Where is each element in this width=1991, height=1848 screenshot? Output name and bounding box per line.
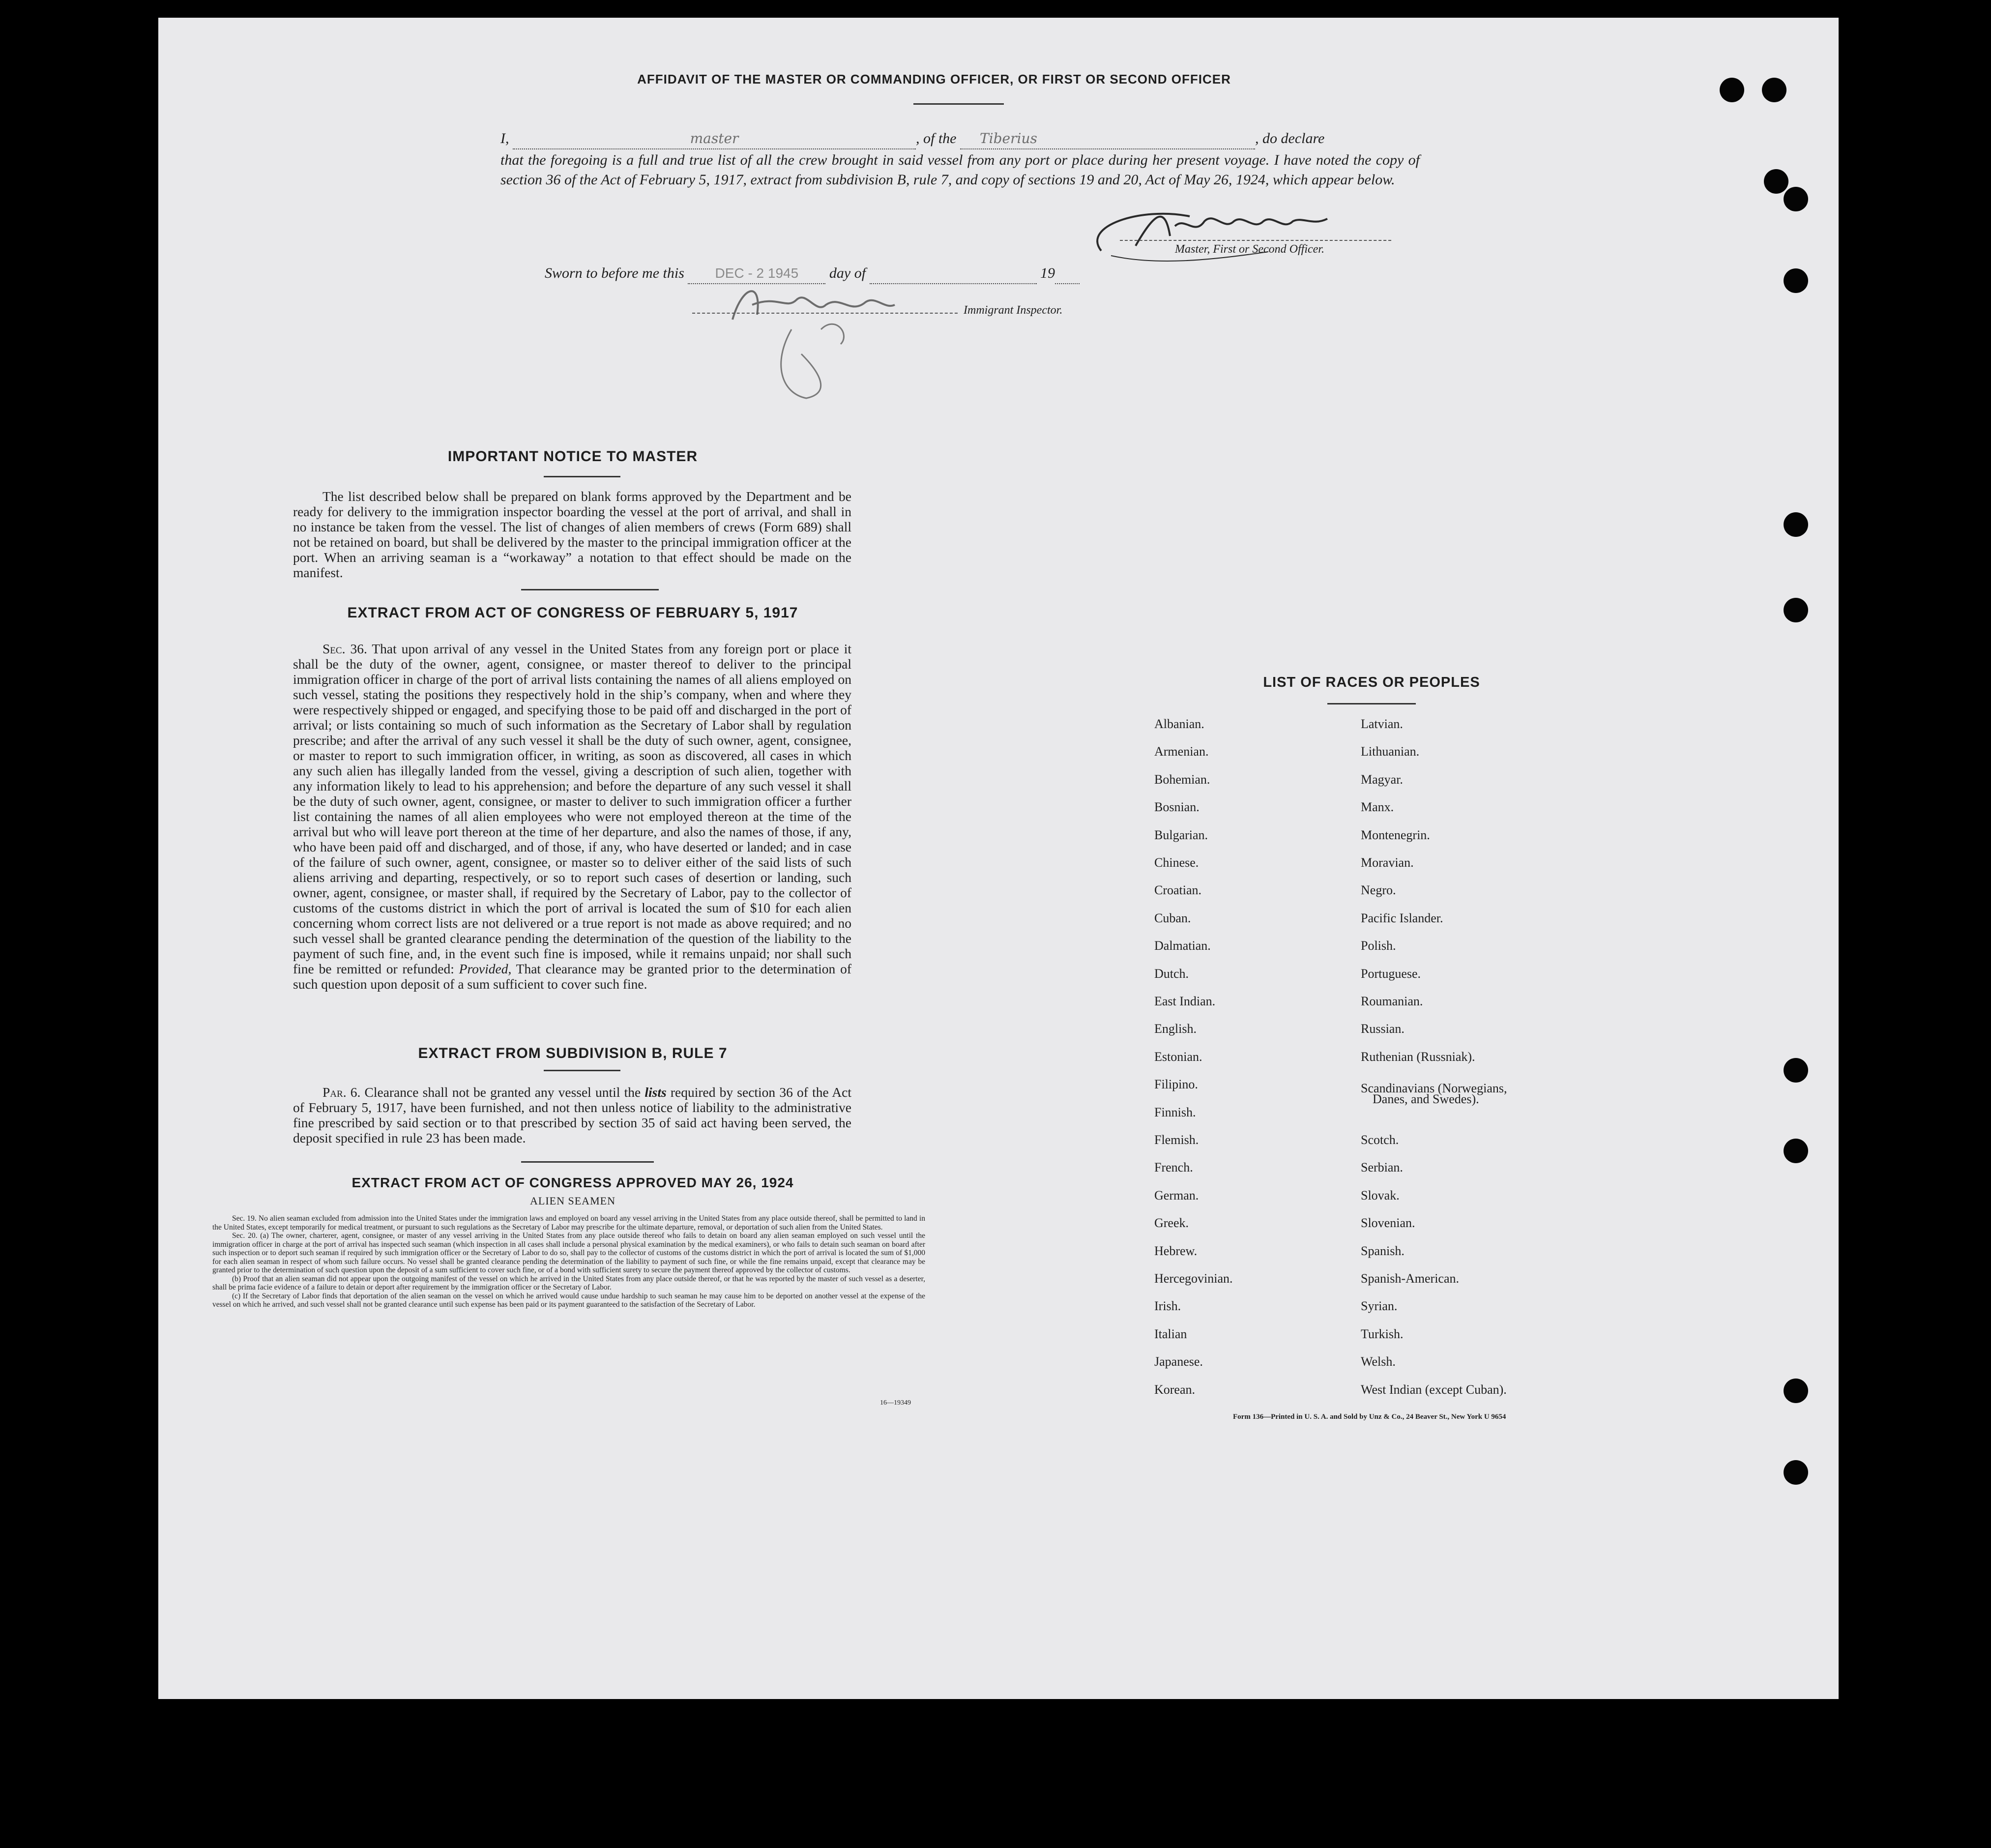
divider bbox=[544, 1070, 620, 1071]
line-i: I, bbox=[500, 130, 509, 147]
notice-title: IMPORTANT NOTICE TO MASTER bbox=[447, 448, 698, 465]
race-item: Greek. bbox=[1154, 1216, 1189, 1230]
divider bbox=[521, 1161, 654, 1163]
race-item: Japanese. bbox=[1154, 1354, 1203, 1369]
race-item: Syrian. bbox=[1361, 1299, 1398, 1313]
paragraph-6-text-a: Clearance shall not be granted any vessel until the bbox=[364, 1085, 641, 1100]
inspector-label: Immigrant Inspector. bbox=[964, 304, 1063, 317]
race-item: Moravian. bbox=[1361, 855, 1414, 870]
sec-19-text: Sec. 19. No alien seaman excluded from admission into the United States under the immigration laws and employed on board any vessel arriving in the United States from any place outside thereof, shall be permitted to land in the United States, except temporarily for medical treatment, or pursuant to such regulations as the Secretary of Labor may prescribe for the ultimate departure, removal, or deportation of such alien from the United States. bbox=[212, 1214, 925, 1232]
race-item: Polish. bbox=[1361, 939, 1396, 953]
race-item: Danes, and Swedes). bbox=[1373, 1092, 1479, 1106]
race-item: Filipino. bbox=[1154, 1077, 1198, 1091]
print-code: 16—19349 bbox=[880, 1399, 911, 1407]
races-list bbox=[1150, 717, 1593, 1415]
race-item: Finnish. bbox=[1154, 1105, 1196, 1119]
punch-hole bbox=[1720, 78, 1744, 102]
punch-hole bbox=[1784, 1379, 1808, 1403]
race-item: Russian. bbox=[1361, 1022, 1405, 1036]
race-item: Portuguese. bbox=[1361, 967, 1421, 981]
vessel-name-handwritten: Tiberius bbox=[980, 130, 1037, 147]
race-item: English. bbox=[1154, 1022, 1197, 1036]
race-item: Hebrew. bbox=[1154, 1244, 1198, 1258]
sec-20a-text: Sec. 20. (a) The owner, charterer, agent, consignee, or master of any vessel arriving in the United States from any place outside thereof who fails to detain on board any alien seaman employed on such vessel until the immigration officer in charge at the port of arrival has inspected such seaman (which inspection in all cases shall include a personal physical examination by the medical examiners), or who fails to detain such seaman on board after such inspection or to deport such seaman if required by such immigration officer or the Secretary of Labor to do so, shall pay to the collector of customs of the customs district in which the port of arrival is located the sum of $1,000 for each alien seaman in respect of whom such failure occurs. No vessel shall be granted clearance pending the determination of the liability to payment of such fine, or while the fine remains unpaid, except that clearance may be granted prior to the determination of such question upon the deposit of a sum sufficient to cover such fine, or of a bond with sufficient surety to secure the payment thereof approved by the collector of customs. bbox=[212, 1232, 925, 1274]
punch-hole bbox=[1784, 512, 1808, 537]
race-item: West Indian (except Cuban). bbox=[1361, 1382, 1507, 1397]
declaration-body: that the foregoing is a full and true list of all the crew brought in said vessel from any port or place during her present voyage. I have noted the copy of section 36 of the Act of February 5, 1917, extract from subdivision B, rule 7, and copy of sections 19 and 20, Act of May 26, 1924, which appear below. bbox=[500, 152, 1420, 188]
race-item: Roumanian. bbox=[1361, 994, 1423, 1008]
year-prefix: 19 bbox=[1040, 265, 1055, 281]
notice-body bbox=[293, 489, 851, 580]
race-item: Dalmatian. bbox=[1154, 939, 1211, 953]
declaration-line bbox=[500, 129, 1420, 149]
do-declare-label: , do declare bbox=[1255, 130, 1325, 147]
race-item: Bosnian. bbox=[1154, 800, 1200, 814]
race-item: Flemish. bbox=[1154, 1133, 1199, 1147]
race-item: Cuban. bbox=[1154, 911, 1191, 925]
race-item: Scandinavians (Norwegians, bbox=[1361, 1081, 1507, 1095]
race-item: Turkish. bbox=[1361, 1327, 1404, 1341]
race-item: Slovenian. bbox=[1361, 1216, 1415, 1230]
notice-text: The list described below shall be prepared on blank forms approved by the Department and be ready for delivery to the immigration inspector boarding the vessel at the port of arrival, and shall in no instance be taken from the vessel. The list of changes of alien members of crews (Form 689) shall not be retained on board, but shall be delivered by the master to the principal immigration officer at the port. When an arriving seaman is a “workaway” a notation to that effect should be made on the manifest. bbox=[293, 489, 851, 580]
section-36-body bbox=[293, 641, 851, 992]
punch-hole bbox=[1784, 598, 1808, 622]
inspector-signature-line bbox=[692, 313, 958, 314]
race-item: Montenegrin. bbox=[1361, 828, 1430, 842]
race-item: Bulgarian. bbox=[1154, 828, 1208, 842]
race-item: Lithuanian. bbox=[1361, 744, 1420, 759]
punch-hole bbox=[1762, 78, 1786, 102]
date-stamp: DEC - 2 1945 bbox=[715, 265, 799, 281]
day-of-label: day of bbox=[829, 265, 866, 281]
punch-hole bbox=[1764, 169, 1788, 194]
paragraph-6-text-b: required by section 36 of the Act of February 5, 1917, have been furnished, and not then unless notice of liability to the administrative fine prescribed by said section or to that prescribed by section 35 of said act having been served, the deposit specified in rule 23 has been made. bbox=[293, 1085, 852, 1145]
race-item: Serbian. bbox=[1361, 1160, 1403, 1174]
section-36-label: Sec. 36. bbox=[322, 641, 367, 656]
race-item: Hercegovinian. bbox=[1154, 1271, 1233, 1286]
divider bbox=[1327, 703, 1416, 704]
race-item: Scotch. bbox=[1361, 1133, 1399, 1147]
paragraph-6-label: Par. 6. bbox=[322, 1085, 361, 1100]
race-item: Korean. bbox=[1154, 1382, 1196, 1397]
race-item: Estonian. bbox=[1154, 1050, 1202, 1064]
race-item: Chinese. bbox=[1154, 855, 1199, 870]
race-item: Pacific Islander. bbox=[1361, 911, 1443, 925]
extract-1924-title: EXTRACT FROM ACT OF CONGRESS APPROVED MAY 26, 1924 bbox=[351, 1175, 794, 1190]
section-36-text-b: That clearance may be granted prior to the determination of such question upon deposit of a sum sufficient to cover such fine. bbox=[293, 961, 851, 992]
race-item: Spanish. bbox=[1361, 1244, 1405, 1258]
race-item: Slovak. bbox=[1361, 1188, 1400, 1203]
race-item: Magyar. bbox=[1361, 772, 1403, 787]
master-label: Master, First or Second Officer. bbox=[1175, 243, 1324, 256]
race-item: Dutch. bbox=[1154, 967, 1189, 981]
punch-hole bbox=[1784, 268, 1808, 293]
divider bbox=[544, 476, 620, 477]
race-item: Bohemian. bbox=[1154, 772, 1210, 787]
master-signature-line bbox=[1120, 240, 1391, 241]
sec-20b-text: (b) Proof that an alien seaman did not appear upon the outgoing manifest of the vessel on which he arrived in the United States from any place outside thereof, or that he was reported by the master of such vessel as a deserter, shall be prima facie evidence of a failure to detain or deport after requirement by the immigration officer or the Secretary of Labor. bbox=[212, 1274, 925, 1291]
paragraph-6-body bbox=[293, 1085, 851, 1145]
punch-hole bbox=[1784, 1058, 1808, 1083]
extract-rule7-title: EXTRACT FROM SUBDIVISION B, RULE 7 bbox=[418, 1045, 728, 1061]
punch-hole bbox=[1784, 1139, 1808, 1163]
provided-word: Provided, bbox=[459, 961, 512, 976]
divider bbox=[521, 589, 659, 590]
punch-hole bbox=[1784, 1460, 1808, 1485]
section-36-text-a: That upon arrival of any vessel in the United States from any foreign port or place it shall be the duty of the owner, agent, consignee, or master thereof to deliver to the principal immigration officer in charge of the port of arrival lists containing the names of all aliens employed on such vessel, stating the positions they respectively hold in the ship’s company, when and where they were respectively shipped or engaged, and specifying those to be paid off and discharged in the port of arrival; or lists containing so much of such information as the Secretary of Labor shall by regulation prescribe; and after the arrival of any such vessel it shall be the duty of such owner, agent, consignee, or master to report to such immigration officer, in writing, as soon as discovered, all cases in which any such alien has illegally landed from the vessel, giving a description of such alien, together with any information likely to lead to his apprehension; and before the departure of any such vessel it shall be the duty of such owner, agent, consignee, or master to deliver to such immigration officer a further list containing the names of all alien employees who were not employed thereon at the time of the arrival but who will leave port thereon at the time of her departure, and also the names of those, if any, who have been paid off and discharged, and of those, if any, who have deserted or landed; and in case of the failure of such owner, agent, consignee, or master so to deliver either of the said lists of such aliens arriving and departing, respectively, or so to report such cases of desertion or landing, such owner, agent, consignee, or master shall, if required by the Secretary of Labor, pay to the collector of customs of the customs district in which the port of arrival is located the sum of $10 for each alien concerning whom correct lists are not delivered or a true report is not made as above required; and no such vessel shall be granted clearance pending the determination of the question of the liability to the payment of such fine, and, in the event such fine is imposed, while it remains unpaid; nor shall such fine be remitted or refunded: bbox=[293, 641, 852, 976]
extract-1917-title: EXTRACT FROM ACT OF CONGRESS OF FEBRUARY 5, 1917 bbox=[347, 605, 798, 621]
inspector-signature bbox=[723, 275, 929, 403]
divider bbox=[913, 103, 1004, 105]
race-item: Ruthenian (Russniak). bbox=[1361, 1050, 1475, 1064]
races-title: LIST OF RACES OR PEOPLES bbox=[1263, 675, 1480, 690]
race-item: French. bbox=[1154, 1160, 1193, 1174]
race-item: German. bbox=[1154, 1188, 1199, 1203]
race-item: Irish. bbox=[1154, 1299, 1181, 1313]
sec-20c-text: (c) If the Secretary of Labor finds that deportation of the alien seaman on the vessel on which he arrived would cause undue hardship to such seaman he may cause him to be deported on another vessel at the expense of the vessel on which he arrived, and such vessel shall not be granted clearance until such expense has been paid or its payment guaranteed to the satisfaction of the Secretary of Labor. bbox=[212, 1291, 925, 1309]
sworn-prefix: Sworn to before me this bbox=[545, 265, 684, 281]
form-note: Form 136—Printed in U. S. A. and Sold by Unz & Co., 24 Beaver St., New York U 9654 bbox=[1233, 1413, 1506, 1421]
race-item: Albanian. bbox=[1154, 717, 1204, 731]
alien-seamen-subtitle: ALIEN SEAMEN bbox=[530, 1195, 615, 1207]
race-item: Negro. bbox=[1361, 883, 1396, 897]
race-item: Armenian. bbox=[1154, 744, 1209, 759]
race-item: East Indian. bbox=[1154, 994, 1216, 1008]
master-name-handwritten: master bbox=[690, 130, 739, 147]
race-item: Welsh. bbox=[1361, 1354, 1396, 1369]
of-the-label: , of the bbox=[916, 130, 957, 147]
lists-word: lists bbox=[644, 1085, 667, 1100]
race-item: Manx. bbox=[1361, 800, 1394, 814]
race-item: Latvian. bbox=[1361, 717, 1403, 731]
race-item: Spanish-American. bbox=[1361, 1271, 1460, 1286]
race-item: Croatian. bbox=[1154, 883, 1202, 897]
affidavit-title: AFFIDAVIT OF THE MASTER OR COMMANDING OFFICER, OR FIRST OR SECOND OFFICER bbox=[637, 72, 1231, 87]
punch-hole bbox=[1784, 187, 1808, 211]
act-1924-text bbox=[212, 1214, 925, 1309]
master-signature bbox=[1082, 197, 1357, 270]
race-item: Italian bbox=[1154, 1327, 1187, 1341]
